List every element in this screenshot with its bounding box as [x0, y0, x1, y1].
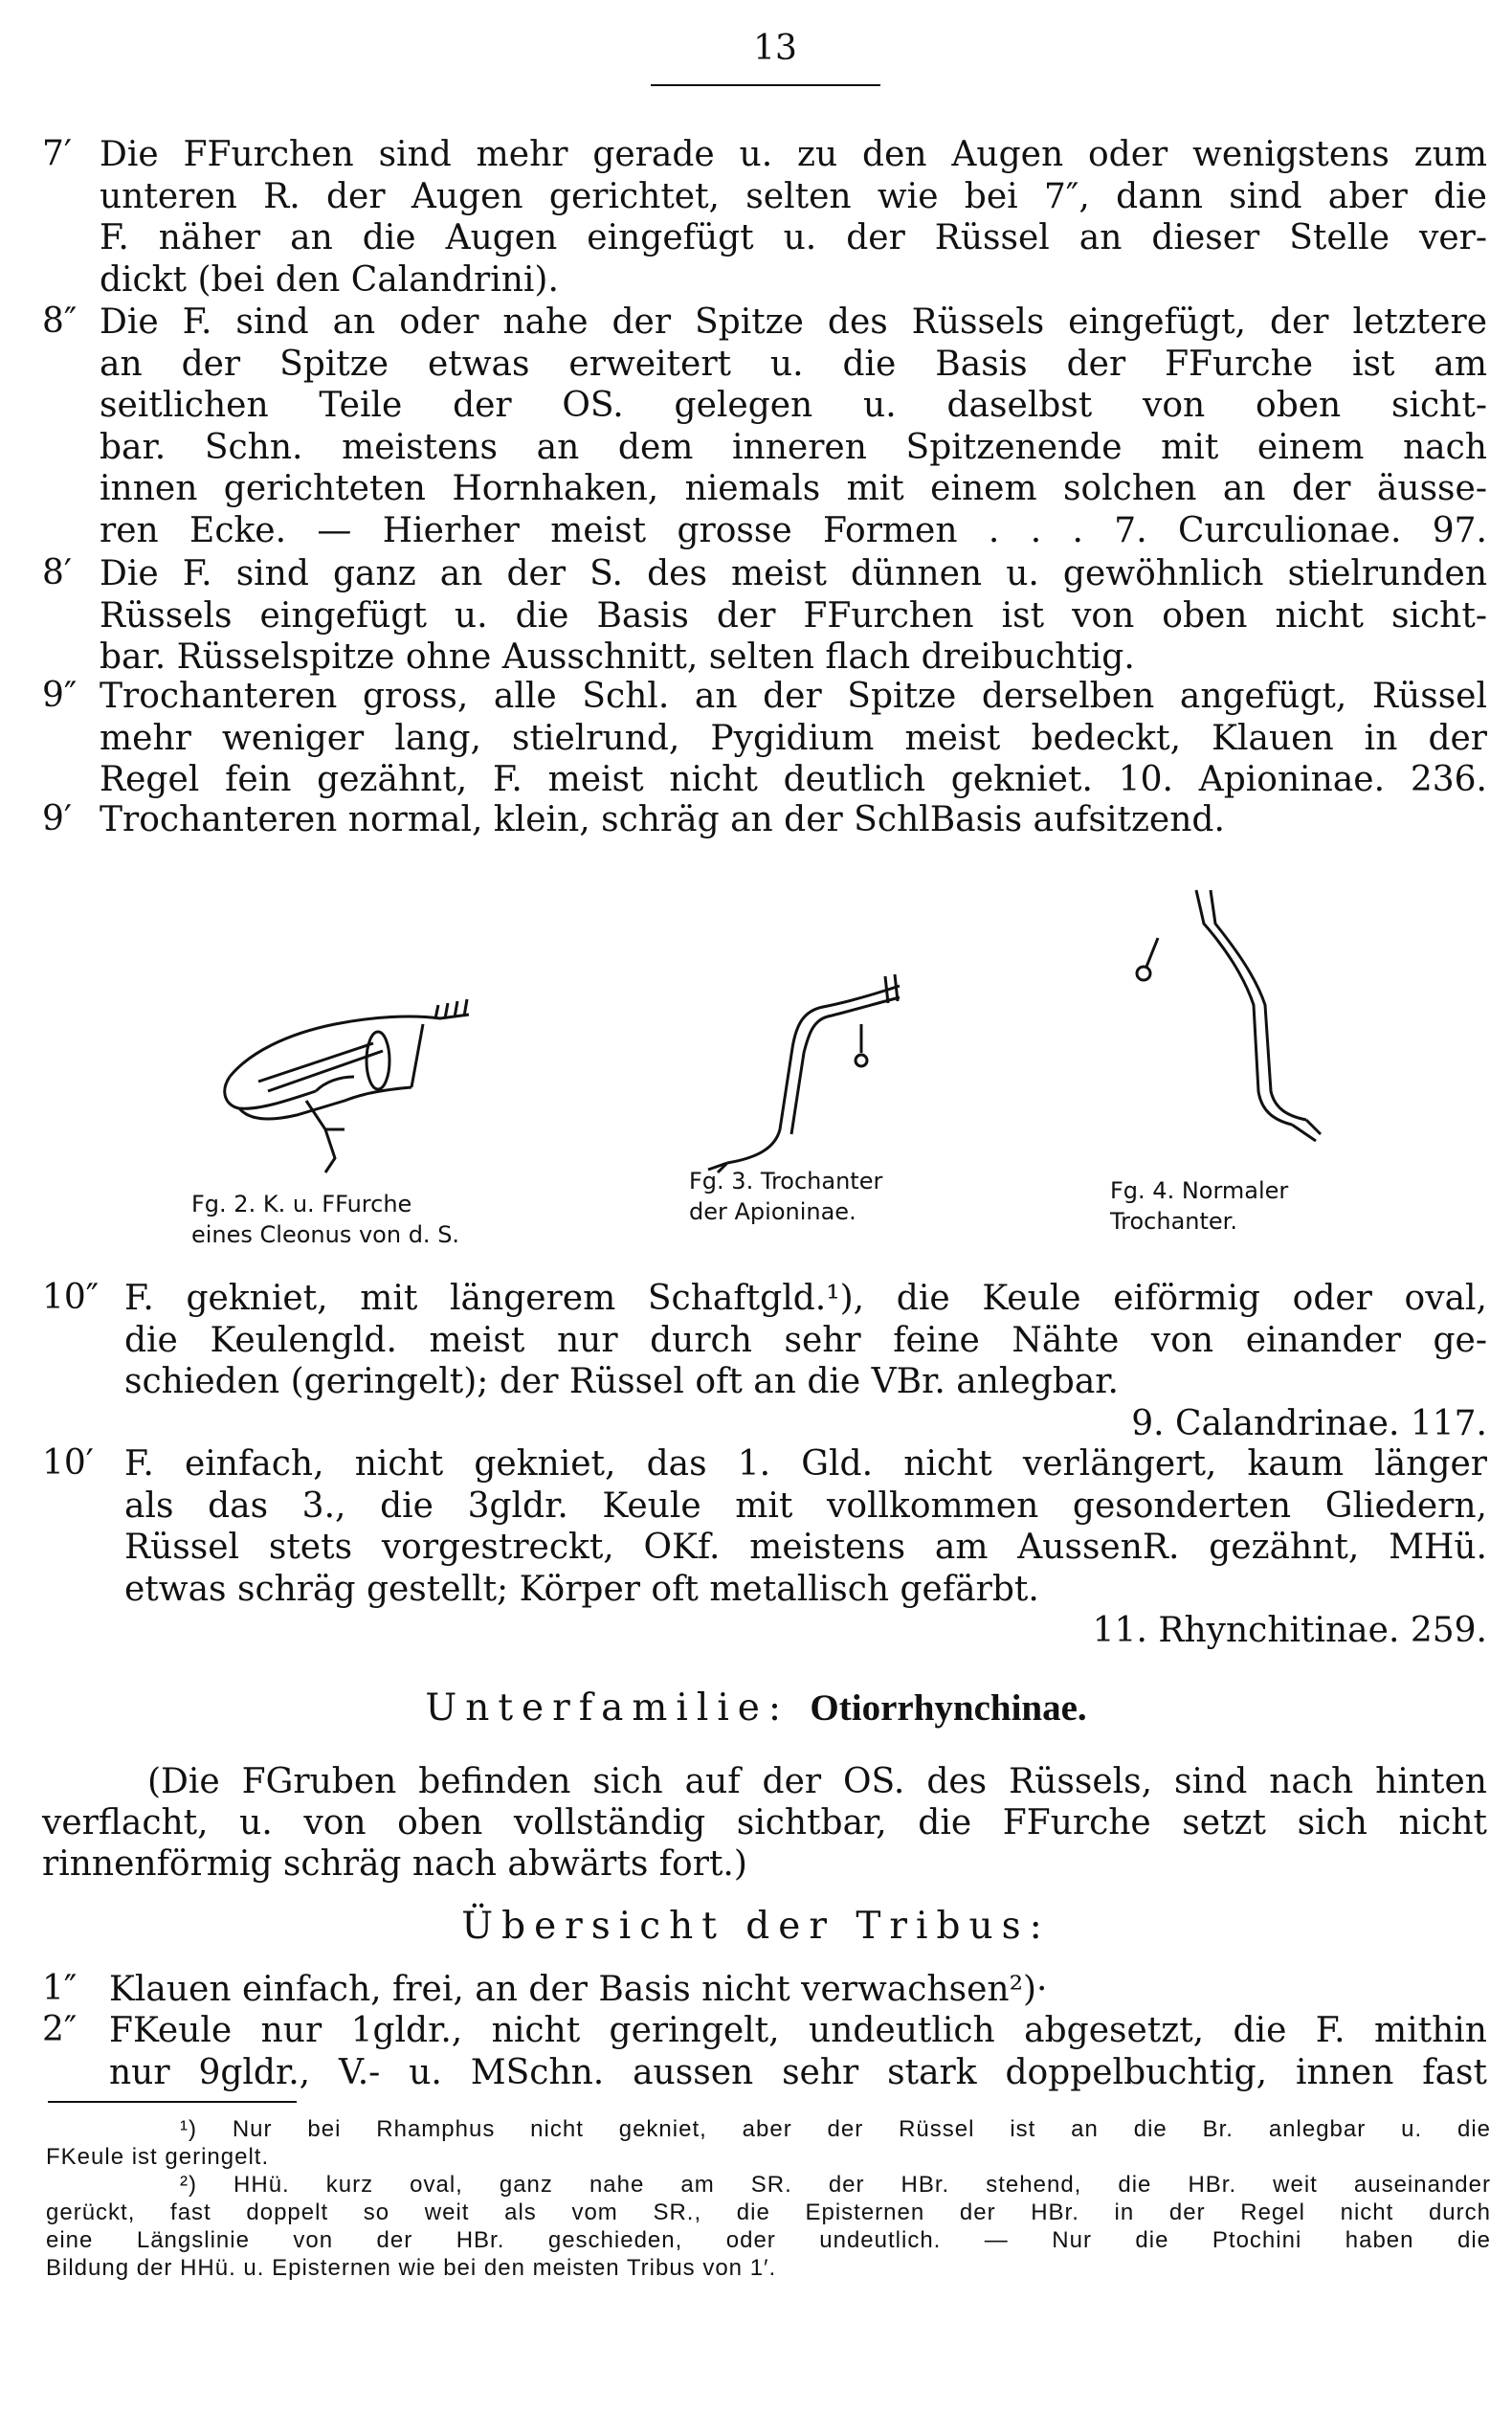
text-line: Trochanteren normal, klein, schräg an der SchlBasis aufsitzend. [100, 800, 1225, 839]
footnote-line: ²) HHü. kurz oval, ganz nahe am SR. der HBr. stehend, die HBr. weit auseinander [180, 2172, 1491, 2198]
footnote-rule [48, 2101, 297, 2103]
text-line: F. näher an die Augen eingefügt u. der Rüssel an dieser Stelle ver- [100, 218, 1487, 257]
page-number: 13 [753, 29, 797, 68]
key-couplet-7b [42, 134, 1497, 306]
cleonus-head-illustration [182, 986, 526, 1177]
couplet-label: 9″ [42, 676, 78, 715]
figure-caption [689, 1166, 957, 1227]
text-line: Rüssels eingefügt u. die Basis der FFurchen ist von oben nicht sicht- [100, 595, 1487, 636]
footnote-line: gerückt, fast doppelt so weit als vom SR., die Episternen der HBr. in der Regel nicht durch [46, 2200, 1491, 2225]
figure-caption [1110, 1175, 1397, 1237]
text-line: Rüssel stets vorgestreckt, OKf. meistens am AussenR. gezähnt, MHü. [124, 1528, 1487, 1567]
couplet-label: 1″ [42, 1969, 78, 2008]
subfamily-heading [0, 1686, 1512, 1730]
subfamily-intro [42, 1761, 1487, 1885]
couplet-label: 8″ [42, 301, 78, 341]
text-line: 9. Calandrinae. 117. [1131, 1403, 1487, 1443]
text-line: als das 3., die 3gldr. Keule mit vollkommen gesonderten Gliedern, [124, 1485, 1487, 1526]
caption-line: Fg. 3. Trochanter [689, 1168, 883, 1195]
text-line: FKeule nur 1gldr., nicht geringelt, undeutlich abgesetzt, die F. mithin [109, 2011, 1487, 2050]
text-line: unteren R. der Augen gerichtet, selten wie bei 7″, dann sind aber die [100, 176, 1487, 216]
caption-line: Fg. 2. K. u. FFurche [191, 1191, 412, 1217]
text-line: etwas schräg gestellt; Körper oft metallisch gefärbt. [124, 1569, 1039, 1609]
key-couplet-9b [42, 799, 1497, 842]
tribus-heading [0, 1905, 1512, 1948]
couplet-label: 7′ [42, 134, 73, 173]
text-line: F. einfach, nicht gekniet, das 1. Gld. nicht verlängert, kaum länger [124, 1444, 1487, 1484]
couplet-label: 2″ [42, 2010, 78, 2049]
text-line: innen gerichteten Hornhaken, niemals mit einem solchen an der äusse- [100, 469, 1487, 508]
footnote-line: eine Längslinie von der HBr. geschieden, oder undeutlich. — Nur die Ptochini haben die [46, 2227, 1491, 2253]
text-line: rinnenförmig schräg nach abwärts fort.) [42, 1844, 747, 1884]
text-line: (Die FGruben befinden sich auf der OS. des Rüssels, sind nach hinten [147, 1762, 1487, 1801]
header-rule [651, 84, 880, 86]
text-line: nur 9gldr., V.- u. MSchn. aussen sehr stark doppelbuchtig, innen fast [109, 2052, 1487, 2092]
text-line: Die FFurchen sind mehr gerade u. zu den Augen oder wenigstens zum [100, 135, 1487, 174]
footnote-line: ¹) Nur bei Rhamphus nicht gekniet, aber der Rüssel ist an die Br. anlegbar u. die [180, 2116, 1491, 2142]
footnotes [46, 2115, 1491, 2282]
couplet-text [100, 301, 1487, 551]
text-line: Trochanteren gross, alle Schl. an der Spitze derselben angefügt, Rüssel [100, 677, 1487, 716]
key-couplet-8a [42, 301, 1497, 560]
footnote-line: FKeule ist geringelt. [46, 2144, 270, 2170]
couplet-text [100, 799, 1487, 841]
text-line: Die F. sind ganz an der S. des meist dünnen u. gewöhnlich stielrunden [100, 554, 1487, 593]
couplet-text [124, 1443, 1487, 1652]
figure-caption [191, 1189, 517, 1250]
text-line: mehr weniger lang, stielrund, Pygidium meist bedeckt, Klauen in der [100, 718, 1487, 758]
couplet-text [100, 676, 1487, 801]
text-line: bar. Rüsselspitze ohne Ausschnitt, selten flach dreibuchtig. [100, 637, 1135, 677]
couplet-label: 10′ [42, 1443, 94, 1483]
text-line: ren Ecke. — Hierher meist grosse Formen . . . 7. Curculionae. 97. [100, 510, 1487, 550]
key-couplet-1a [42, 1969, 1497, 2012]
apioninae-trochanter-illustration [670, 957, 976, 1177]
key-couplet-2a [42, 2010, 1497, 2096]
key-couplet-10b [42, 1443, 1497, 1659]
subfamily-prefix: Unterfamilie: [425, 1686, 811, 1730]
couplet-text [109, 2010, 1487, 2093]
text-line: die Keulengld. meist nur durch sehr feine Nähte von einander ge- [124, 1320, 1487, 1360]
caption-line: der Apioninae. [689, 1198, 856, 1225]
key-couplet-10a [42, 1278, 1497, 1450]
figure-4 [1091, 871, 1416, 1263]
figure-3 [670, 957, 976, 1263]
couplet-label: 10″ [42, 1278, 100, 1317]
normal-trochanter-illustration [1091, 871, 1416, 1177]
couplet-text [100, 134, 1487, 301]
text-line: verflacht, u. von oben vollständig sichtbar, die FFurche setzt sich nicht [42, 1803, 1487, 1842]
caption-line: eines Cleonus von d. S. [191, 1221, 460, 1248]
key-couplet-9a [42, 676, 1497, 805]
key-couplet-8b [42, 553, 1497, 682]
text-line: seitlichen Teile der OS. gelegen u. daselbst von oben sicht- [100, 386, 1487, 425]
caption-line: Fg. 4. Normaler [1110, 1177, 1289, 1204]
text-line: an der Spitze etwas erweitert u. die Basis der FFurche ist am [100, 344, 1487, 384]
couplet-text [124, 1278, 1487, 1444]
text-line: Klauen einfach, frei, an der Basis nicht verwachsen²)· [109, 1970, 1048, 2009]
text-line: dickt (bei den Calandrini). [100, 259, 559, 300]
couplet-label: 8′ [42, 553, 73, 592]
text-line: Die F. sind an oder nahe der Spitze des Rüssels eingefügt, der letztere [100, 302, 1487, 342]
text-line: F. gekniet, mit längerem Schaftgld.¹), die Keule eiförmig oder oval, [124, 1279, 1487, 1318]
tribus-heading-text: Übersicht der Tribus: [461, 1905, 1051, 1948]
text-line: Regel fein gezähnt, F. meist nicht deutlich gekniet. 10. Apioninae. 236. [100, 760, 1487, 799]
couplet-text [100, 553, 1487, 679]
caption-line: Trochanter. [1110, 1208, 1237, 1235]
text-line: schieden (geringelt); der Rüssel oft an die VBr. anlegbar. [124, 1362, 1119, 1401]
couplet-text [109, 1969, 1487, 2011]
figure-2 [182, 986, 526, 1263]
text-line: bar. Schn. meistens an dem inneren Spitzenende mit einem nach [100, 427, 1487, 467]
subfamily-name: Otiorrhynchinae. [810, 1687, 1087, 1729]
text-line: 11. Rhynchitinae. 259. [1092, 1611, 1487, 1650]
couplet-label: 9′ [42, 799, 73, 838]
footnote-line: Bildung der HHü. u. Episternen wie bei den meisten Tribus von 1′. [46, 2255, 777, 2281]
